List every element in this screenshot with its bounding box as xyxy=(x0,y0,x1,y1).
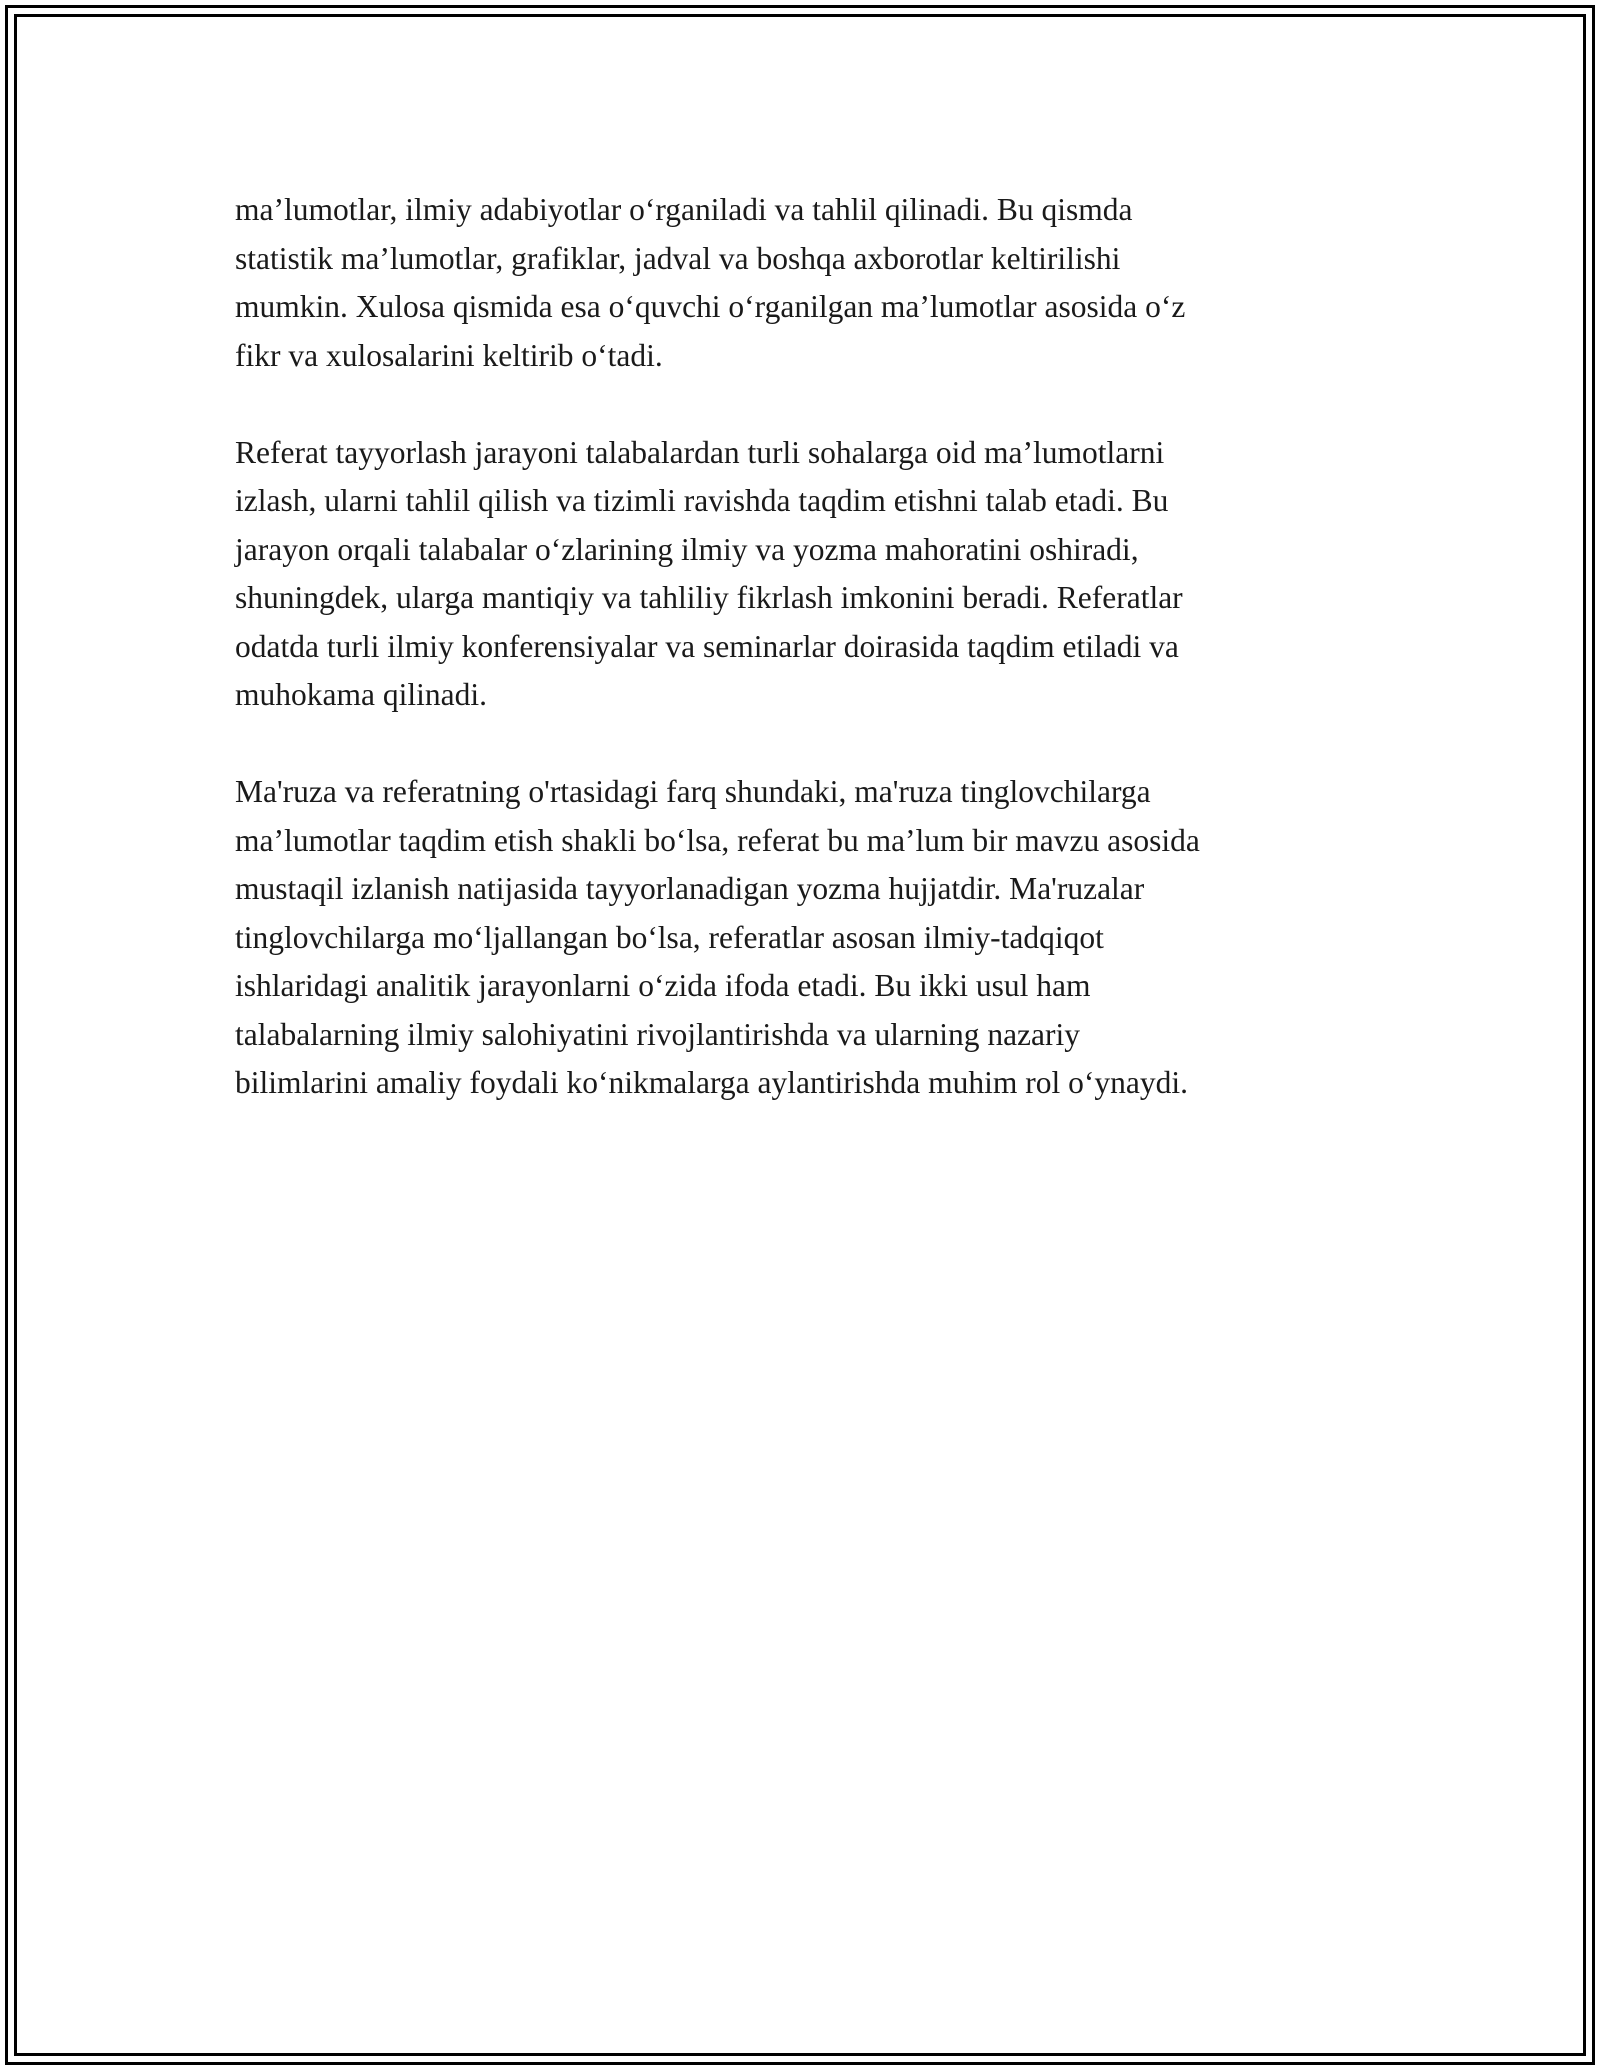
paragraph-3 xyxy=(235,768,1375,1108)
text-line: ma’lumotlar taqdim etish shakli bo‘lsa, referat bu ma’lum bir mavzu asosida xyxy=(235,822,1200,858)
text-line: mumkin. Xulosa qismida esa o‘quvchi o‘rganilgan ma’lumotlar asosida o‘z xyxy=(235,289,1186,324)
text-line: muhokama qilinadi. xyxy=(235,677,487,712)
text-line: jarayon orqali talabalar o‘zlarining ilmiy va yozma mahoratini oshiradi, xyxy=(235,531,1139,567)
text-line: ma’lumotlar, ilmiy adabiyotlar o‘rganiladi va tahlil qilinadi. Bu qismda xyxy=(235,192,1133,227)
text-line: shuningdek, ularga mantiqiy va tahliliy fikrlash imkonini beradi. Referatlar xyxy=(235,580,1183,615)
text-line: bilimlarini amaliy foydali ko‘nikmalarga aylantirishda muhim rol o‘ynaydi. xyxy=(235,1065,1188,1100)
paragraph-1 xyxy=(235,186,1375,380)
paragraph-2 xyxy=(235,429,1375,720)
text-line: statistik ma’lumotlar, grafiklar, jadval va boshqa axborotlar keltirilishi xyxy=(235,240,1121,276)
text-line: tinglovchilarga mo‘ljallangan bo‘lsa, referatlar asosan ilmiy-tadqiqot xyxy=(235,919,1104,955)
text-line: odatda turli ilmiy konferensiyalar va seminarlar doirasida taqdim etiladi va xyxy=(235,628,1179,664)
text-line: Referat tayyorlash jarayoni talabalardan turli sohalarga oid ma’lumotlarni xyxy=(235,434,1165,470)
text-line: talabalarning ilmiy salohiyatini rivojlantirishda va ularning nazariy xyxy=(235,1016,1081,1052)
text-line: ishlaridagi analitik jarayonlarni o‘zida ifoda etadi. Bu ikki usul ham xyxy=(235,968,1091,1003)
text-line: fikr va xulosalarini keltirib o‘tadi. xyxy=(235,337,663,373)
text-line: Ma'ruza va referatning o'rtasidagi farq shundaki, ma'ruza tinglovchilarga xyxy=(235,774,1151,809)
text-line: izlash, ularni tahlil qilish va tizimli ravishda taqdim etishni talab etadi. Bu xyxy=(235,483,1169,518)
document-body xyxy=(235,186,1375,1156)
text-line: mustaqil izlanish natijasida tayyorlanadigan yozma hujjatdir. Ma'ruzalar xyxy=(235,871,1145,906)
